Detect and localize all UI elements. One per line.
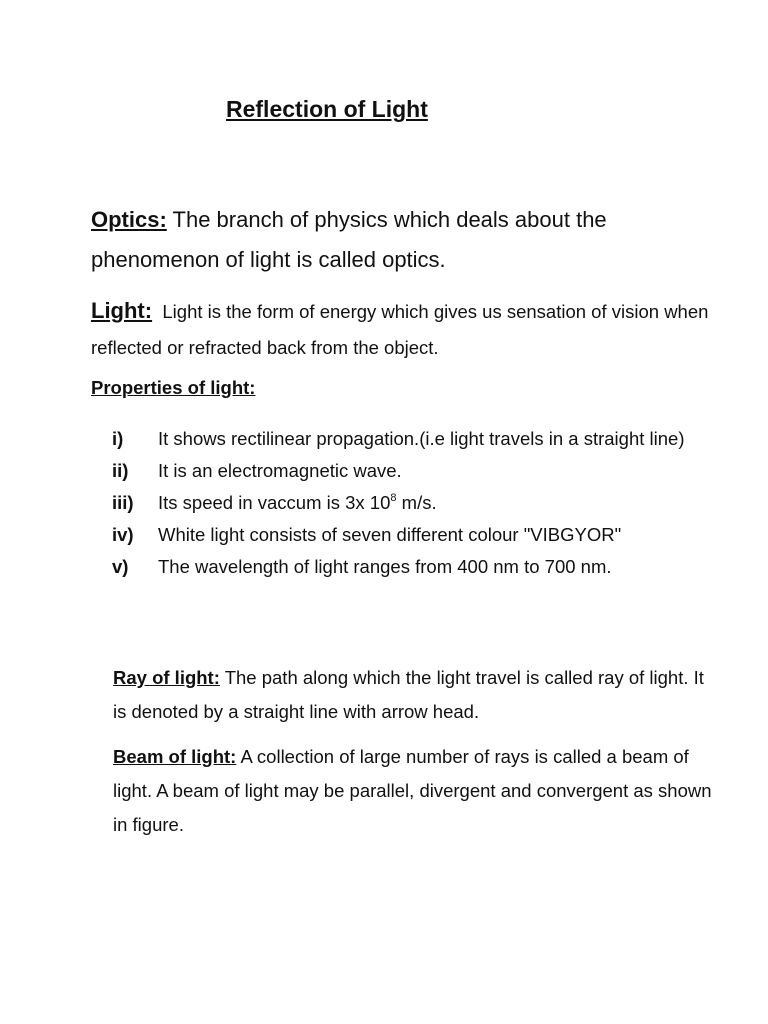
list-item-number: v): [112, 556, 129, 577]
ray-definition: [113, 661, 713, 729]
optics-definition: [91, 200, 711, 280]
list-item: [112, 455, 712, 487]
list-item-text: [158, 487, 712, 519]
list-item: [112, 519, 712, 551]
speed-text-before: Its speed in vaccum is 3x 10: [158, 492, 391, 513]
beam-definition: [113, 740, 713, 842]
list-item: [112, 551, 712, 583]
list-item-text: The wavelength of light ranges from 400 nm to 700 nm.: [158, 556, 612, 577]
list-item-number: i): [112, 428, 124, 449]
light-definition: [91, 293, 711, 366]
light-term: Light:: [91, 298, 153, 323]
speed-exponent: 8: [390, 492, 397, 504]
page-title: Reflection of Light: [226, 96, 428, 122]
speed-text-after: m/s.: [396, 492, 437, 513]
list-item-text: White light consists of seven different colour "VIBGYOR": [158, 524, 622, 545]
ray-term: Ray of light:: [113, 667, 220, 688]
list-item-number: iv): [112, 524, 134, 545]
ray-text: The path along which the light travel is called ray of light. It is denoted by a straight line with arrow head.: [113, 667, 704, 722]
optics-text: The branch of physics which deals about the phenomenon of light is called optics.: [91, 207, 607, 272]
light-text: Light is the form of energy which gives us sensation of vision when reflected or refracted back from the object.: [91, 301, 709, 358]
list-item-number: ii): [112, 460, 129, 481]
optics-term: Optics:: [91, 207, 167, 232]
properties-list: [112, 423, 712, 583]
beam-term: Beam of light:: [113, 746, 237, 767]
list-item-text: It shows rectilinear propagation.(i.e light travels in a straight line): [158, 428, 685, 449]
list-item: [112, 487, 712, 519]
beam-text: A collection of large number of rays is called a beam of light. A beam of light may be parallel, divergent and convergent as shown in figure.: [113, 746, 712, 835]
list-item-number: iii): [112, 492, 134, 513]
list-item-text: It is an electromagnetic wave.: [158, 460, 402, 481]
list-item: [112, 423, 712, 455]
properties-heading: Properties of light:: [91, 377, 256, 398]
